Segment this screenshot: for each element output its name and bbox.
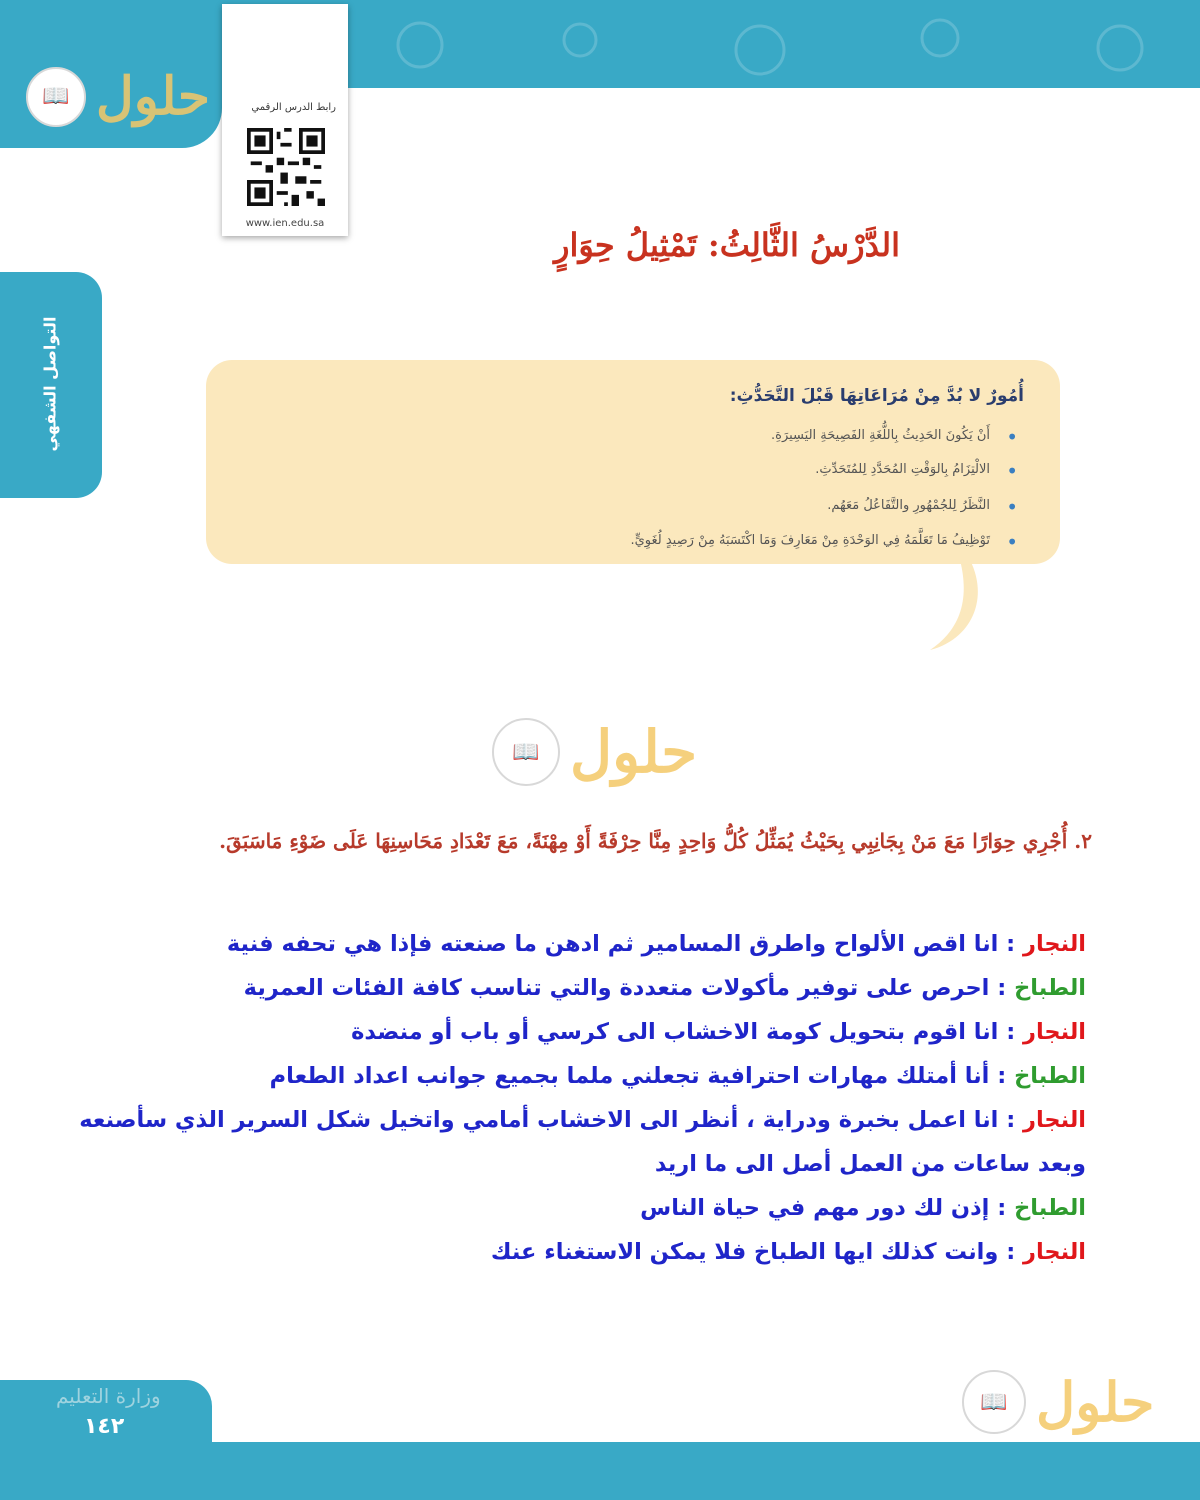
- dialogue-line: [76, 1054, 1086, 1098]
- watermark-logo: [962, 1370, 1154, 1434]
- tip-item: تَوْظِيفُ مَا تَعَلَّمَهُ فِي الوَحْدَةِ مِنْ مَعَارِفَ وَمَا اكْتَسَبَهُ مِنْ رَصِيدٍ لُغَوِيٍّ. •: [630, 533, 990, 548]
- page-number: ١٤٢: [84, 1414, 125, 1439]
- dialogue: [76, 922, 1086, 1274]
- footer-band: [0, 1442, 1200, 1500]
- dialogue-line: [76, 1186, 1086, 1230]
- dialogue-line: [76, 1230, 1086, 1274]
- dialogue-line: [76, 922, 1086, 966]
- qr-card[interactable]: [222, 4, 348, 236]
- speaker-label: الطباخ: [1014, 1063, 1086, 1089]
- tip-item: أَنْ يَكُونَ الحَدِيثُ بِاللُّغَةِ الفَصِيحَةِ اليَسِيرَةِ. •: [771, 428, 990, 443]
- speaker-label: الطباخ: [1014, 975, 1086, 1001]
- decorative-pattern: [360, 10, 1180, 80]
- qr-code-icon[interactable]: [247, 128, 325, 206]
- watermark-book-icon: 📖: [962, 1370, 1026, 1434]
- dialogue-text: : وانت كذلك ايها الطباخ فلا يمكن الاستغناء عنك: [490, 1239, 1024, 1265]
- watermark-text: حلول: [570, 718, 698, 786]
- unit-side-tab-label: التواصل الشفهي: [40, 316, 60, 452]
- watermark-text: حلول: [96, 66, 211, 127]
- dialogue-line: [76, 1098, 1086, 1186]
- speaker-label: الطباخ: [1014, 1195, 1086, 1221]
- dialogue-text: : أنا أمتلك مهارات احترافية تجعلني ملما بجميع جوانب اعداد الطعام: [269, 1063, 1015, 1089]
- speaker-label: النجار: [1023, 1019, 1086, 1045]
- watermark-book-icon: 📖: [26, 67, 86, 127]
- watermark-text: حلول: [1036, 1370, 1155, 1434]
- watermark-logo: [492, 718, 697, 786]
- exercise-prompt: ٢. أُجْرِي حِوَارًا مَعَ مَنْ بِجَانِبِي بِحَيْثُ يُمَثِّلُ كُلُّ وَاحِدٍ مِنَّا حِرْفَةً أَوْ مِهْنَةً، مَعَ تَعْدَادِ مَحَاسِنِهَا عَلَى ضَوْءِ مَاسَبَقَ.: [219, 829, 1092, 853]
- dialogue-text: : احرص على توفير مأكولات متعددة والتي تناسب كافة الفئات العمرية: [243, 975, 1015, 1001]
- dialogue-text: : انا اقص الألواح واطرق المسامير ثم ادهن ما صنعته فإذا هي تحفه فنية: [226, 931, 1024, 957]
- speech-bubble-tail: [900, 560, 1020, 660]
- watermark-logo: [26, 66, 210, 127]
- watermark-book-icon: 📖: [492, 718, 560, 786]
- tips-heading: أُمُورٌ لا بُدَّ مِنْ مُرَاعَاتِهَا قَبْلَ التَّحَدُّثِ:: [729, 386, 1024, 406]
- dialogue-text: : انا اعمل بخبرة ودراية ، أنظر الى الاخشاب أمامي واتخيل شكل السرير الذي سأصنعه وبعد ساعات من العمل أصل الى ما اريد: [79, 1107, 1086, 1177]
- qr-url[interactable]: www.ien.edu.sa: [245, 218, 325, 229]
- qr-label: رابط الدرس الرقمي: [251, 102, 336, 113]
- ministry-logo-text: وزارة التعليم: [56, 1384, 161, 1408]
- lesson-title: الدَّرْسُ الثَّالِثُ: تَمْثِيلُ حِوَارٍ: [553, 226, 900, 264]
- speaker-label: النجار: [1023, 931, 1086, 957]
- dialogue-text: : إذن لك دور مهم في حياة الناس: [640, 1195, 1015, 1221]
- dialogue-line: [76, 1010, 1086, 1054]
- unit-side-tab: [0, 272, 102, 498]
- speaker-label: النجار: [1023, 1107, 1086, 1133]
- tip-item: النَّظَرُ لِلجُمْهُورِ والتَّفَاعُلُ مَعَهُم. •: [827, 498, 990, 513]
- dialogue-text: : انا اقوم بتحويل كومة الاخشاب الى كرسي أو باب أو منضدة: [351, 1019, 1024, 1045]
- tip-item: الالْتِزَامُ بِالوَقْتِ المُحَدَّدِ لِلمُتَحَدِّثِ. •: [815, 462, 990, 477]
- speaker-label: النجار: [1023, 1239, 1086, 1265]
- dialogue-line: [76, 966, 1086, 1010]
